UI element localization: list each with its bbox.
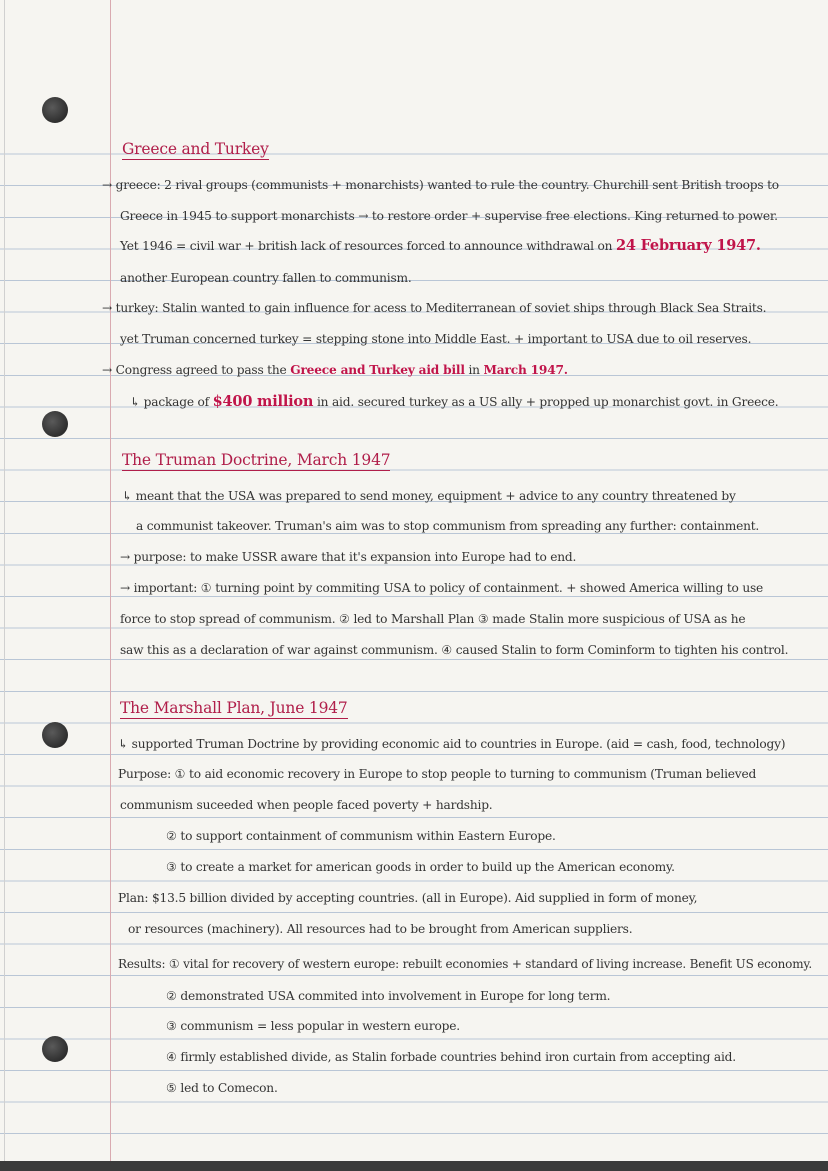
punch-hole: [42, 97, 68, 123]
note-line: Purpose: ① to aid economic recovery in Europe to stop people to turning to communism (Truman believed: [118, 767, 757, 781]
section-title-marshall-plan: The Marshall Plan, June 1947: [120, 699, 348, 717]
page-edge: [4, 0, 5, 1171]
note-line: a communist takeover. Truman's aim was to stop communism from spreading any further: containment.: [136, 519, 760, 533]
highlight-date: March 1947.: [483, 363, 568, 377]
note-line: Results: ① vital for recovery of western europe: rebuilt economies + standard of living increase. Benefit US economy.: [118, 957, 812, 971]
note-line: [102, 362, 568, 378]
note-line: ③ communism = less popular in western europe.: [166, 1019, 460, 1033]
highlight-amount: $400 million: [212, 393, 314, 410]
note-line: → purpose: to make USSR aware that it's expansion into Europe had to end.: [120, 550, 577, 564]
note-line: force to stop spread of communism. ② led to Marshall Plan ③ made Stalin more suspicious of USA as he: [120, 612, 746, 626]
note-text: in aid. secured turkey as a US ally + propped up monarchist govt. in Greece.: [316, 395, 779, 409]
note-line: → turkey: Stalin wanted to gain influence for acess to Mediterranean of soviet ships through Black Sea Straits.: [102, 301, 767, 315]
bottom-edge: [0, 1161, 828, 1171]
punch-hole: [42, 722, 68, 748]
note-line: [130, 394, 778, 410]
note-line: ② demonstrated USA commited into involvement in Europe for long term.: [166, 989, 611, 1003]
highlight-date: 24 February 1947.: [615, 237, 761, 254]
section-title-greece-turkey: Greece and Turkey: [122, 140, 269, 158]
note-line: Greece in 1945 to support monarchists → to restore order + supervise free elections. King returned to power.: [120, 209, 778, 223]
note-line: or resources (machinery). All resources had to be brought from American suppliers.: [128, 922, 633, 936]
note-line: ③ to create a market for american goods in order to build up the American economy.: [166, 860, 675, 874]
note-line: communism suceeded when people faced poverty + hardship.: [120, 798, 493, 812]
note-line: another European country fallen to communism.: [120, 271, 412, 285]
note-line: ↳ meant that the USA was prepared to send money, equipment + advice to any country threatened by: [122, 489, 736, 503]
note-line: ④ firmly established divide, as Stalin forbade countries behind iron curtain from accepting aid.: [166, 1050, 736, 1064]
section-title-truman-doctrine: The Truman Doctrine, March 1947: [122, 451, 391, 469]
note-line: ↳ supported Truman Doctrine by providing economic aid to countries in Europe. (aid = cash, food, technology): [118, 737, 786, 751]
note-text: Yet 1946 = civil war + british lack of resources forced to announce withdrawal on: [120, 239, 613, 253]
note-text: → Congress agreed to pass the: [102, 363, 287, 377]
note-line: → important: ① turning point by commiting USA to policy of containment. + showed America willing to use: [120, 581, 764, 595]
punch-hole: [42, 1036, 68, 1062]
note-line: ② to support containment of communism within Eastern Europe.: [166, 829, 556, 843]
margin-line: [110, 0, 111, 1171]
note-line: → greece: 2 rival groups (communists + monarchists) wanted to rule the country. Churchill sent British troops to: [102, 178, 779, 192]
note-line: Plan: $13.5 billion divided by accepting countries. (all in Europe). Aid supplied in form of money,: [118, 891, 698, 905]
note-line: ⑤ led to Comecon.: [166, 1081, 278, 1095]
note-text: in: [468, 363, 480, 377]
highlight-bill: Greece and Turkey aid bill: [290, 363, 465, 377]
note-line: saw this as a declaration of war against communism. ④ caused Stalin to form Cominform to tighten his control.: [120, 643, 789, 657]
note-line: yet Truman concerned turkey = stepping stone into Middle East. + important to USA due to oil reserves.: [120, 332, 752, 346]
note-line: [120, 238, 761, 254]
note-text: ↳ package of: [130, 395, 209, 409]
punch-hole: [42, 411, 68, 437]
